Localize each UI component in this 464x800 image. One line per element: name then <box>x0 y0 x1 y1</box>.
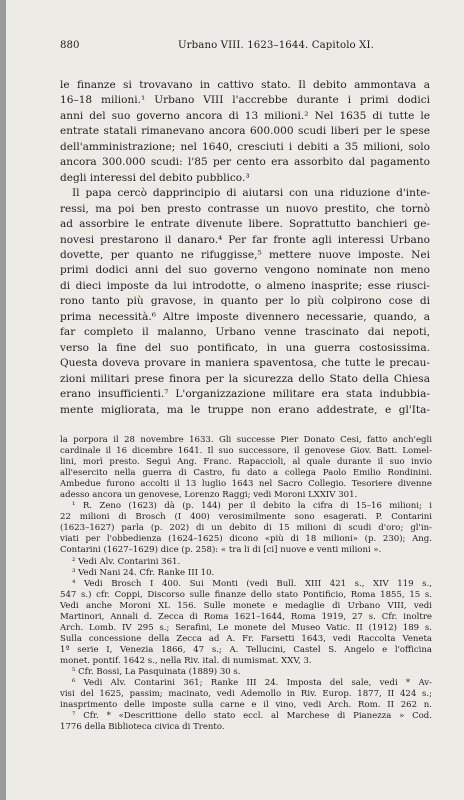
footnote-line: all'esercito nella guerra di Castro, fu dato a collega Paolo Emilio Rondinini. <box>60 468 432 479</box>
text-line: erano insufficienti.⁷ L'organizzazione militare era stata indubbia- <box>60 388 430 401</box>
text-line: Questa doveva provare in maniera spaventosa, che tutte le precau- <box>60 357 430 370</box>
text-line: rono tanto più gravose, in quanto per lo più colpirono cose di <box>60 295 430 308</box>
footnote-line: 22 milioni di Brosch (I 400) verosimilmente sono esagerati. P. Contarini <box>60 512 432 523</box>
footnote-line: Ambedue furono accolti il 13 luglio 1643 nel Sacro Collegio. Tesoriere divenne <box>60 479 432 490</box>
footnote-line: (1623–1627) parla (p. 202) di un debito di 15 milioni di scudi d'oro; gl'in- <box>60 523 432 534</box>
main-text <box>60 78 430 418</box>
text-line: di dieci imposte da lui introdotte, o almeno inasprite; esse riusci- <box>60 279 430 292</box>
footnote-line: 1ª serie I, Venezia 1866, 47 s.; A. Tellucini, Castel S. Angelo e l'officina <box>60 644 432 655</box>
footnote-line: Arch. Lomb. IV 295 s.; Serafini, Le monete del Museo Vatic. II (1912) 189 s. <box>60 622 432 633</box>
footnote-line: ² Vedi Alv. Contarini 361. <box>72 556 181 567</box>
footnote-line: Martinori, Annali d. Zecca di Roma 1621–1644, Roma 1919, 27 s. Cfr. inoltre <box>60 611 432 622</box>
text-line: entrate statali rimanevano ancora 600.000 scudi liberi per le spese <box>60 125 430 138</box>
text-line: ad assorbire le entrate divenute libere. Soprattutto banchieri ge- <box>60 218 430 231</box>
footnote-line: Vedi anche Moroni XL 156. Sulle monete e medaglie di Urbano VIII, vedi <box>60 600 432 611</box>
footnote-line: ¹ R. Zeno (1623) dà (p. 144) per il debito la cifra di 15–16 milioni; i <box>72 501 432 512</box>
footnote-line: la porpora il 28 novembre 1633. Gli successe Pier Donato Cesi, fatto anch'egli <box>60 435 432 445</box>
footnote-line: 547 s.) cfr. Coppi, Discorso sulle finanze dello stato Pontificio, Roma 1855, 15 s. <box>60 589 432 600</box>
text-line: ancora 300.000 scudi: l'85 per cento era assorbito dal pagamento <box>60 156 430 169</box>
footnote-line: ⁴ Vedi Brosch I 400. Sui Monti (vedi Bull. XIII 421 s., XIV 119 s., <box>72 578 432 589</box>
text-line: dovette, per quanto ne rifuggisse,⁵ mettere nuove imposte. Nei <box>60 248 430 261</box>
footnote-line: adesso ancora un genovese, Lorenzo Raggi; vedi Moroni LXXIV 301. <box>60 490 358 501</box>
footnote-line: Sulla concessione della Zecca ad A. Fr. Farsetti 1643, vedi Raccolta Veneta <box>60 633 432 644</box>
footnote-line: Contarini (1627–1629) dice (p. 258): « tra li di [ci] nuove e venti milioni ». <box>60 545 382 556</box>
footnote-line: ³ Vedi Nani 24. Cfr. Ranke III 10. <box>72 567 215 578</box>
footnote-line: 1776 della Biblioteca civica di Trento. <box>60 722 225 733</box>
text-line: far completo il malanno, Urbano venne trascinato dai nepoti, <box>60 326 430 339</box>
footnote-line: lini, morì presto. Seguì Ang. Franc. Rapaccioli, al quale durante il suo invio <box>60 457 432 468</box>
text-line: anni del suo governo ancora di 13 milioni.² Nel 1635 di tutte le <box>60 109 430 122</box>
footnote-line: cardinale il 16 dicembre 1641. Il suo successore, il genovese Giov. Batt. Lomel- <box>60 446 432 457</box>
text-line: prima necessità.⁶ Altre imposte divennero necessarie, quando, a <box>60 310 430 323</box>
text-line: 16–18 milioni.¹ Urbano VIII l'accrebbe durante i primi dodici <box>60 94 430 107</box>
footnote-line: visi del 1625, passim; macinato, vedi Ademollo in Riv. Europ. 1877, II 424 s.; <box>60 689 432 700</box>
text-line: verso la fine del suo pontificato, in una guerra costosissima. <box>60 341 430 354</box>
text-line: primi dodici anni del suo governo vengono nominate non meno <box>60 264 430 277</box>
text-line: le finanze si trovavano in cattivo stato. Il debito ammontava a <box>60 79 430 91</box>
footnote-line: ⁶ Vedi Alv. Contarini 361; Ranke III 24. Imposta del sale, vedi * Av- <box>72 678 432 689</box>
footnote-line: ⁷ Cfr. * «Descrittione dello stato eccl. al Marchese di Pianezza » Cod. <box>72 711 432 722</box>
text-line: degli interessi del debito pubblico.³ <box>60 171 250 184</box>
footnote-line: viati per l'obbedienza (1624–1625) dicono «più di 18 milioni» (p. 230); Ang. <box>60 534 432 545</box>
text-line: novesi prestarono il danaro.⁴ Per far fronte agli interessi Urbano <box>60 233 430 246</box>
footnote-line: ⁵ Cfr. Bossi, La Pasquinata (1889) 30 s. <box>72 666 241 677</box>
page-number: 880 <box>60 40 80 51</box>
footnotes <box>60 435 432 733</box>
text-line: mente migliorata, ma le truppe non erano addestrate, e gl'Ita- <box>60 403 430 416</box>
running-title: Urbano VIII. 1623–1644. Capitolo XI. <box>178 40 374 51</box>
text-line: Il papa cercò dapprincipio di aiutarsi con una riduzione d'inte- <box>72 187 430 200</box>
footnote-line: monet. pontif. 1642 s., nella Riv. ital. di numismat. XXV, 3. <box>60 655 312 666</box>
text-line: dell'amministrazione; nel 1640, cresciuti i debiti a 35 milioni, solo <box>60 140 430 153</box>
book-page <box>6 0 464 800</box>
text-line: ressi, ma poi ben presto contrasse un nuovo prestito, che tornò <box>60 202 430 215</box>
text-line: zioni militari prese finora per la sicurezza dello Stato della Chiesa <box>60 372 430 385</box>
footnote-line: inasprimento delle imposte sulla carne e il vino, vedi Arch. Rom. II 262 n. <box>60 700 432 711</box>
